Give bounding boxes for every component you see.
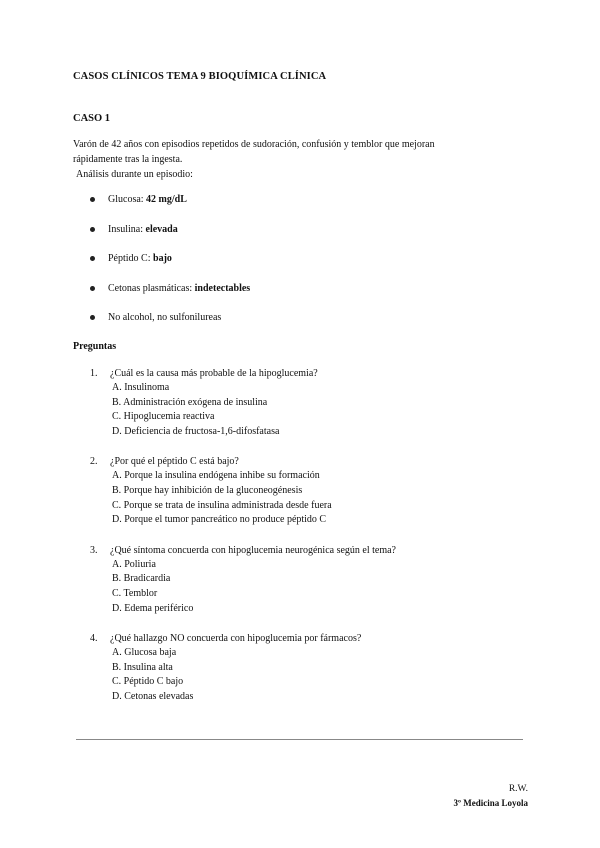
- answer-option: A. Glucosa baja: [112, 647, 177, 659]
- question-number: 2.: [90, 456, 98, 468]
- footer: [454, 782, 528, 810]
- analysis-value: elevada: [145, 223, 178, 235]
- bullet-icon: [90, 315, 95, 320]
- question-text: ¿Por qué el péptido C está bajo?: [110, 456, 239, 468]
- bullet-icon: [90, 256, 95, 261]
- analysis-label: No alcohol, no sulfonilureas: [108, 312, 222, 324]
- analysis-item: [90, 251, 250, 266]
- footer-divider: [76, 739, 523, 740]
- answer-option: D. Cetonas elevadas: [112, 690, 194, 702]
- analysis-list: [90, 192, 250, 340]
- analysis-value: bajo: [153, 253, 172, 265]
- analysis-label: Péptido C:: [108, 253, 154, 265]
- analysis-value: 42 mg/dL: [146, 194, 187, 205]
- answer-option: C. Porque se trata de insulina administrada desde fuera: [112, 499, 332, 511]
- answer-option: B. Insulina alta: [112, 661, 173, 673]
- question: [90, 454, 396, 527]
- answer-option: D. Porque el tumor pancreático no produce péptido C: [112, 514, 327, 526]
- answer-option: B. Porque hay inhibición de la gluconeogénesis: [112, 484, 303, 496]
- answer-option: B. Bradicardia: [112, 573, 171, 585]
- answer-option: D. Edema periférico: [112, 602, 194, 614]
- footer-author: R.W.: [508, 784, 528, 794]
- bullet-icon: [90, 286, 95, 291]
- question-text: ¿Qué hallazgo NO concuerda con hipoglucemia por fármacos?: [110, 633, 362, 645]
- questions-heading: Preguntas: [73, 341, 117, 352]
- answer-option: C. Hipoglucemia reactiva: [112, 411, 215, 423]
- analysis-item: [90, 192, 250, 207]
- intro-line: rápidamente tras la ingesta.: [73, 154, 183, 165]
- question-text: ¿Cuál es la causa más probable de la hipoglucemia?: [110, 368, 318, 379]
- analysis-value: indetectables: [194, 282, 251, 294]
- footer-affiliation: 3º Medicina Loyola: [453, 798, 528, 808]
- question-text: ¿Qué síntoma concuerda con hipoglucemia neurogénica según el tema?: [110, 544, 396, 556]
- answer-option: A. Poliuria: [112, 558, 156, 570]
- question: [90, 543, 396, 616]
- analysis-item: [90, 222, 250, 237]
- answer-option: C. Temblor: [112, 587, 158, 599]
- answer-option: C. Péptido C bajo: [112, 676, 184, 688]
- answer-option: A. Porque la insulina endógena inhibe su formación: [112, 470, 320, 482]
- answer-option: B. Administración exógena de insulina: [112, 396, 268, 408]
- question-number: 3.: [90, 544, 98, 556]
- analysis-label: Glucosa:: [108, 194, 147, 205]
- bullet-icon: [90, 197, 95, 202]
- analysis-item: [90, 281, 250, 296]
- case-title: CASO 1: [73, 113, 111, 124]
- analysis-item: [90, 310, 250, 325]
- case-description: [73, 137, 493, 182]
- answer-option: D. Deficiencia de fructosa-1,6-difosfatasa: [112, 425, 280, 437]
- intro-line: Varón de 42 años con episodios repetidos de sudoración, confusión y temblor que mejoran: [73, 139, 435, 150]
- analysis-label: Cetonas plasmáticas:: [108, 282, 195, 294]
- analysis-label: Insulina:: [108, 223, 146, 235]
- question-number: 4.: [90, 633, 98, 645]
- question-list: [90, 366, 396, 720]
- question: [90, 366, 396, 439]
- answer-option: A. Insulinoma: [112, 382, 170, 393]
- question: [90, 631, 396, 704]
- document-title: CASOS CLÍNICOS TEMA 9 BIOQUÍMICA CLÍNICA: [73, 71, 327, 82]
- question-number: 1.: [90, 368, 98, 379]
- bullet-icon: [90, 227, 95, 232]
- intro-line: Análisis durante un episodio:: [76, 169, 193, 180]
